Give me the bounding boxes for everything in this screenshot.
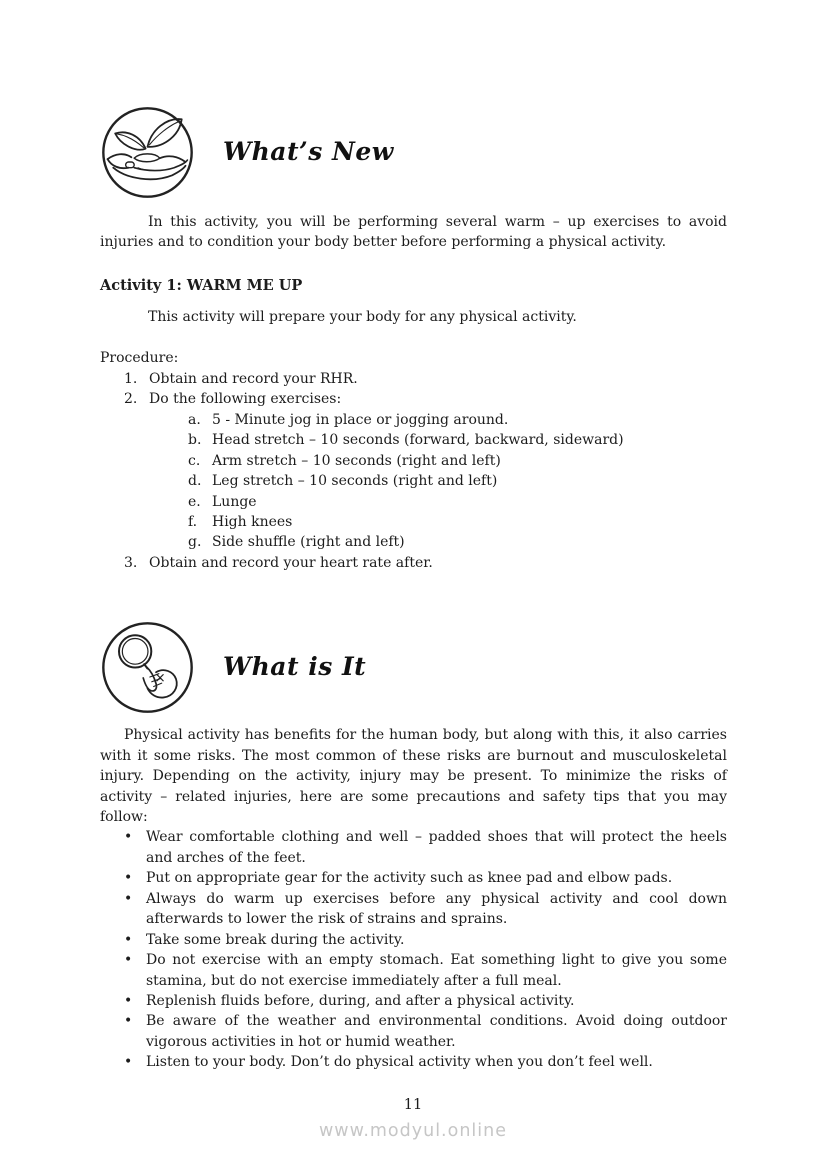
section-what-is-it <box>100 619 727 1072</box>
exercise-text: Side shuffle (right and left) <box>212 534 405 551</box>
step-number: 3. <box>124 554 138 571</box>
step-text: Do the following exercises: <box>149 391 342 408</box>
what-is-it-heading: What is It <box>223 652 367 682</box>
exercise-text: High knees <box>212 513 293 530</box>
exercise-letter: c. <box>188 452 201 469</box>
hand-holding-plant-icon <box>100 105 195 200</box>
exercise-letter: b. <box>188 432 202 449</box>
what-is-it-intro: Physical activity has benefits for the human body, but along with this, it also carries with it some risks. The most common of these risks are burnout and musculoskeletal injury. Depending on the activity, injury may be present. To minimize the risks of activity – related injuries, here are some precautions and safety tips that you may follow: <box>100 727 727 826</box>
bullet-icon: • <box>124 870 133 887</box>
step-number: 1. <box>124 370 138 387</box>
tip-text: Replenish fluids before, during, and after a physical activity. <box>146 992 575 1009</box>
exercise-item <box>100 410 727 430</box>
safety-tip <box>100 868 727 888</box>
bullet-icon: • <box>124 1054 133 1071</box>
safety-tip <box>100 950 727 991</box>
tip-text: Take some break during the activity. <box>146 931 405 948</box>
tip-text: Listen to your body. Don’t do physical activity when you don’t feel well. <box>146 1054 653 1071</box>
tip-text: Do not exercise with an empty stomach. Eat something light to give you some stamina, but do not exercise immediately after a full meal. <box>146 952 727 989</box>
exercise-item <box>100 532 727 552</box>
whats-new-header <box>100 104 727 200</box>
safety-tip <box>100 991 727 1011</box>
procedure-label: Procedure: <box>100 350 179 367</box>
exercise-item <box>100 451 727 471</box>
bullet-icon: • <box>124 890 133 907</box>
tip-text: Always do warm up exercises before any physical activity and cool down afterwards to lower the risk of strains and sprains. <box>146 890 727 928</box>
exercise-item <box>100 430 727 450</box>
tip-text: Put on appropriate gear for the activity such as knee pad and elbow pads. <box>146 870 673 887</box>
page-footer <box>0 1095 826 1145</box>
bullet-icon: • <box>124 829 133 846</box>
step-text: Obtain and record your heart rate after. <box>149 554 433 571</box>
whats-new-heading: What’s New <box>223 136 394 166</box>
tip-text: Be aware of the weather and environmental conditions. Avoid doing outdoor vigorous activities in hot or humid weather. <box>146 1013 727 1050</box>
page-number: 11 <box>403 1097 423 1114</box>
exercise-text: 5 - Minute jog in place or jogging around. <box>212 411 509 428</box>
bullet-icon: • <box>124 992 133 1009</box>
what-is-it-header <box>100 619 727 715</box>
bullet-icon: • <box>124 1013 133 1030</box>
safety-tip <box>100 1011 727 1052</box>
exercise-letter: e. <box>188 493 201 510</box>
safety-tip <box>100 930 727 950</box>
activity-title: Activity 1: WARM ME UP <box>100 276 303 294</box>
safety-tip <box>100 1052 727 1072</box>
procedure-step <box>100 369 727 389</box>
tip-text: Wear comfortable clothing and well – padded shoes that will protect the heels and arches of the feet. <box>146 829 727 866</box>
exercise-text: Leg stretch – 10 seconds (right and left) <box>212 473 498 490</box>
exercise-item <box>100 512 727 532</box>
exercise-letter: f. <box>188 513 198 530</box>
step-number: 2. <box>124 391 138 408</box>
exercise-letter: g. <box>188 534 202 551</box>
exercise-text: Lunge <box>212 493 257 510</box>
exercise-text: Arm stretch – 10 seconds (right and left) <box>212 452 501 469</box>
bullet-icon: • <box>124 931 133 948</box>
exercise-letter: a. <box>188 411 201 428</box>
activity-description: This activity will prepare your body for any physical activity. <box>148 309 577 326</box>
bullet-icon: • <box>124 952 133 969</box>
safety-tip <box>100 889 727 930</box>
section-whats-new <box>100 104 727 573</box>
exercise-letter: d. <box>188 473 202 490</box>
safety-tip <box>100 827 727 868</box>
watermark: www.modyul.online <box>318 1121 507 1142</box>
exercise-text: Head stretch – 10 seconds (forward, backward, sideward) <box>212 432 624 449</box>
magnifying-glass-icon <box>100 620 195 715</box>
exercise-item <box>100 492 727 512</box>
procedure-step <box>100 553 727 573</box>
whats-new-intro: In this activity, you will be performing several warm – up exercises to avoid injuries and to condition your body better before performing a physical activity. <box>100 214 727 251</box>
step-text: Obtain and record your RHR. <box>149 370 358 387</box>
exercise-item <box>100 471 727 491</box>
procedure-step <box>100 389 727 409</box>
